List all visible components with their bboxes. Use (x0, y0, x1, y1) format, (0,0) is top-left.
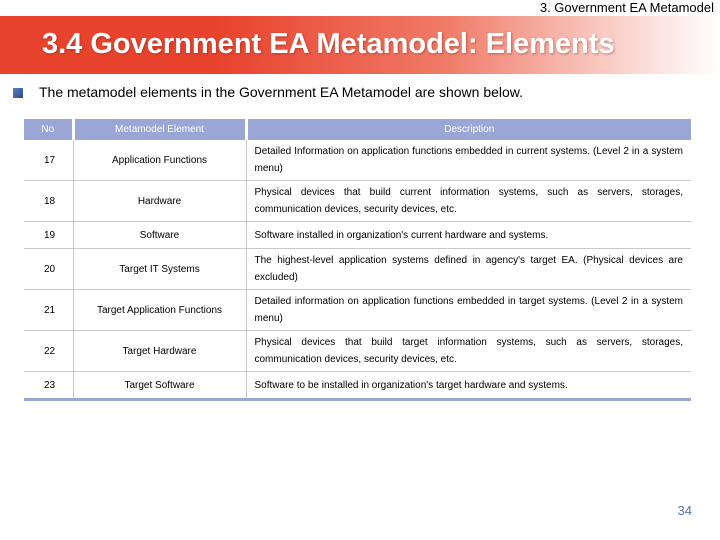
table-row (24, 222, 691, 249)
slide-title: 3.4 Government EA Metamodel: Elements (42, 28, 615, 60)
cell-description: Detailed Information on application functions embedded in current systems. (Level 2 in a system menu) (246, 140, 691, 181)
cell-no: 22 (24, 331, 73, 372)
cell-element: Target IT Systems (73, 249, 246, 290)
cell-no: 18 (24, 181, 73, 222)
table-row (24, 372, 691, 400)
cell-no: 21 (24, 290, 73, 331)
cell-element: Application Functions (73, 140, 246, 181)
cell-element: Target Hardware (73, 331, 246, 372)
cell-element: Software (73, 222, 246, 249)
metamodel-table (24, 119, 691, 401)
page-number: 34 (677, 503, 692, 518)
cell-description: Physical devices that build target information systems, such as servers, storages, communication devices, security devices, etc. (246, 331, 691, 372)
cell-description: Physical devices that build current information systems, such as servers, storages, communication devices, security devices, etc. (246, 181, 691, 222)
table-row (24, 249, 691, 290)
cell-description: Software to be installed in organization's target hardware and systems. (246, 372, 691, 400)
table-row (24, 331, 691, 372)
cell-description: Detailed information on application functions embedded in target systems. (Level 2 in a system menu) (246, 290, 691, 331)
section-label: 3. Government EA Metamodel (539, 0, 714, 15)
cell-element: Target Software (73, 372, 246, 400)
cell-no: 20 (24, 249, 73, 290)
cell-no: 19 (24, 222, 73, 249)
column-header-no: No (24, 119, 73, 140)
column-header-description: Description (246, 119, 691, 140)
intro-text: The metamodel elements in the Government EA Metamodel are shown below. (39, 84, 524, 100)
table-row (24, 181, 691, 222)
column-header-element: Metamodel Element (73, 119, 246, 140)
table-row (24, 140, 691, 181)
table-header-row (24, 119, 691, 140)
cell-no: 17 (24, 140, 73, 181)
bullet-square-icon (13, 88, 23, 98)
cell-element: Hardware (73, 181, 246, 222)
cell-element: Target Application Functions (73, 290, 246, 331)
cell-description: Software installed in organization's current hardware and systems. (246, 222, 691, 249)
cell-no: 23 (24, 372, 73, 400)
table-row (24, 290, 691, 331)
cell-description: The highest-level application systems defined in agency's target EA. (Physical devices are excluded) (246, 249, 691, 290)
